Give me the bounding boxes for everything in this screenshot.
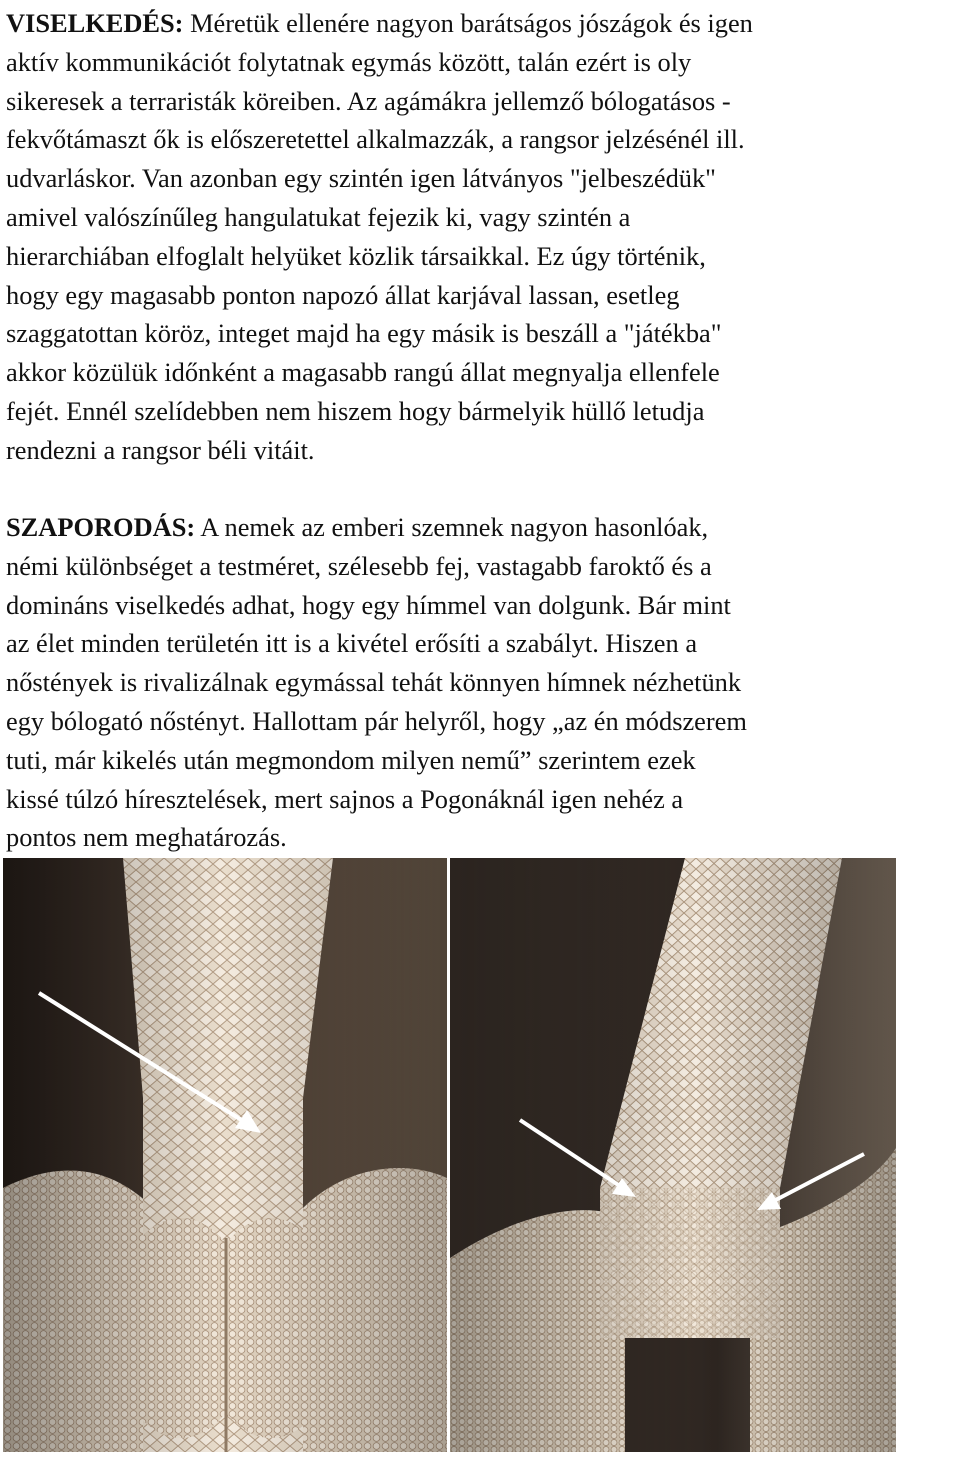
- behavior-text-line: fejét. Ennél szelídebben nem hiszem hogy bármelyik hüllő letudja: [6, 395, 705, 426]
- behavior-text-line: udvarláskor. Van azonban egy szintén igen látványos "jelbeszédük": [6, 163, 716, 194]
- behavior-text-line: hierarchiában elfoglalt helyüket közlik társaikkal. Ez úgy történik,: [6, 240, 706, 271]
- female-tail-base-photo: [450, 858, 896, 1452]
- behavior-text-line: akkor közülük időnként a magasabb rangú állat megnyalja ellenfele: [6, 357, 720, 388]
- breeding-text-line: A nemek az emberi szemnek nagyon hasonlóak,: [195, 512, 709, 542]
- breeding-text-line: némi különbséget a testméret, szélesebb fej, vastagabb faroktő és a: [6, 550, 712, 581]
- behavior-paragraph: [6, 4, 958, 470]
- breeding-paragraph: [6, 508, 958, 857]
- behavior-text-line: hogy egy magasabb ponton napozó állat karjával lassan, esetleg: [6, 279, 680, 310]
- breeding-text-line: pontos nem meghatározás.: [6, 822, 287, 853]
- behavior-text-line: fekvőtámaszt ők is előszeretettel alkalmazzák, a rangsor jelzésénél ill.: [6, 124, 745, 155]
- breeding-text-line: tuti, már kikelés után megmondom milyen nemű” szerintem ezek: [6, 744, 696, 775]
- breeding-text-line: egy bólogató nőstényt. Hallottam pár helyről, hogy „az én módszerem: [6, 705, 747, 736]
- behavior-heading: VISELKEDÉS:: [6, 8, 184, 38]
- behavior-text-line: szaggatottan köröz, integet majd ha egy másik is beszáll a "játékba": [6, 318, 722, 349]
- behavior-text-line: sikeresek a terraristák köreiben. Az agámákra jellemző bólogatásos -: [6, 85, 731, 116]
- breeding-text-line: az élet minden területén itt is a kivétel erősíti a szabályt. Hiszen a: [6, 628, 698, 659]
- behavior-text-line: rendezni a rangsor béli vitáit.: [6, 434, 315, 465]
- breeding-text-line: domináns viselkedés adhat, hogy egy hímmel van dolgunk. Bár mint: [6, 589, 731, 620]
- breeding-text-line: kissé túlzó híresztelések, mert sajnos a Pogonáknál igen nehéz a: [6, 783, 684, 814]
- behavior-text-line: amivel valószínűleg hangulatukat fejezik ki, vagy szintén a: [6, 201, 631, 232]
- behavior-text-line: Méretük ellenére nagyon barátságos jószágok és igen: [183, 8, 753, 38]
- breeding-heading: SZAPORODÁS:: [6, 512, 196, 542]
- behavior-text-line: aktív kommunikációt folytatnak egymás között, talán ezért is oly: [6, 46, 692, 77]
- male-tail-base-photo: [3, 858, 447, 1452]
- breeding-text-line: nőstények is rivalizálnak egymással tehát könnyen hímnek nézhetünk: [6, 667, 742, 698]
